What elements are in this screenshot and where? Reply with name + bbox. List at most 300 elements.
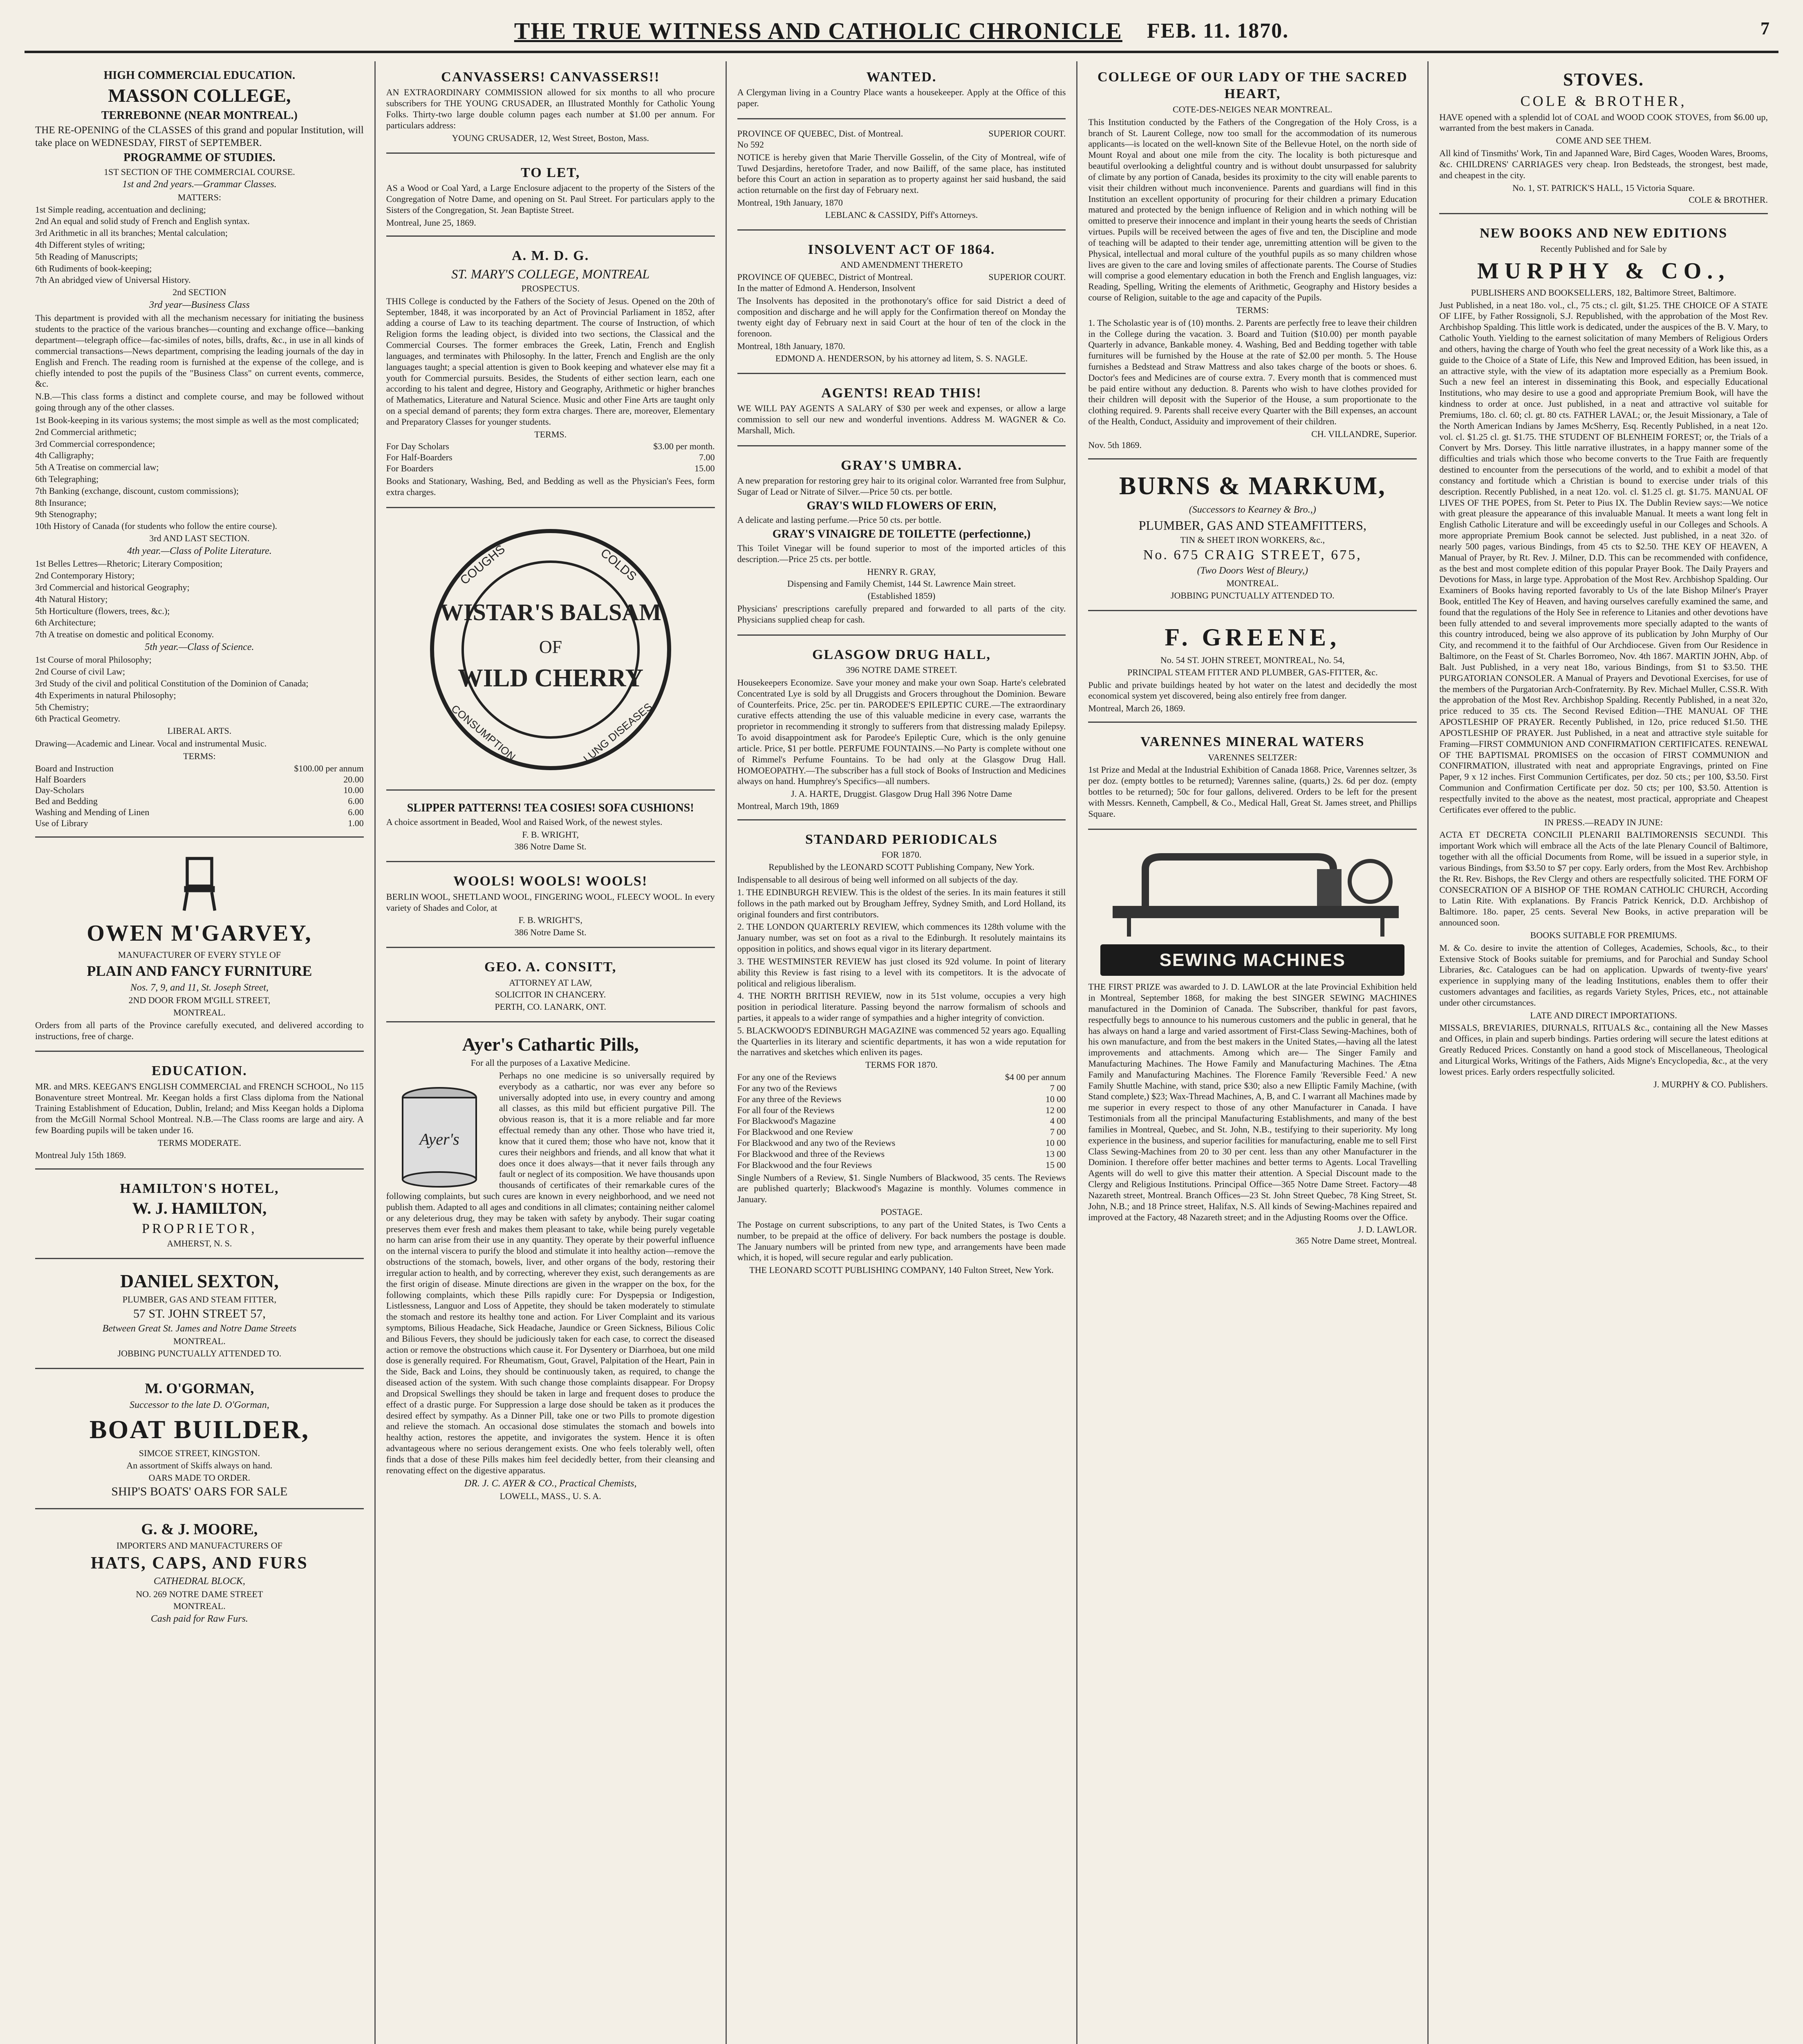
price-amount: $4 00 per annum [1005, 1072, 1066, 1083]
fee-amount: 15.00 [694, 463, 715, 474]
price-row [737, 1127, 1066, 1138]
ad-list [35, 415, 364, 532]
fee-amount: 7.00 [699, 452, 715, 463]
masson-college-ad [35, 61, 364, 838]
price-amount: 4 00 [1050, 1116, 1066, 1126]
fee-item: Bed and Bedding [35, 796, 98, 807]
ad-date: Montreal, 19th January, 1870 [737, 197, 843, 208]
ad-signature: THE LEONARD SCOTT PUBLISHING COMPANY, 140 Fulton Street, New York. [749, 1265, 1054, 1275]
ad-kicker: HIGH COMMERCIAL EDUCATION. [103, 69, 296, 82]
ad-subheading: 1st and 2nd years.—Grammar Classes. [122, 179, 277, 190]
ad-name: COLE & BROTHER, [1520, 92, 1687, 109]
page-number: 7 [1760, 18, 1770, 38]
ad-note: Cash paid for Raw Furs. [150, 1614, 248, 1625]
ayer-pills-ad [386, 1026, 715, 1511]
balsam-seal-illustration [424, 523, 677, 776]
ad-subheading: Successor to the late D. O'Gorman, [130, 1399, 269, 1410]
ad-subheading: 5th year.—Class of Science. [145, 642, 254, 653]
glasgow-drug-hall-ad [737, 639, 1066, 820]
ad-signature: LEBLANC & CASSIDY, Piff's Attorneys. [825, 209, 978, 220]
ad-subheading: PROSPECTUS. [521, 283, 580, 294]
ad-address: 365 Notre Dame street, Montreal. [1295, 1235, 1417, 1246]
to-let-ad [386, 157, 715, 237]
ad-title: OWEN M'GARVEY, [87, 920, 312, 946]
list-item: 4. THE NORTH BRITISH REVIEW, now in its 51st volume, occupies a very high position in periodical literature. Passing beyond the narrow formalism of schools and parties, it appeals to a wider range of sympathies and a higher integrity of conviction. [737, 991, 1066, 1023]
ad-note: An assortment of Skiffs always on hand. [126, 1460, 273, 1470]
fee-amount: 6.00 [348, 796, 364, 807]
ad-name: M. O'GORMAN, [145, 1380, 254, 1396]
ad-subheading: AND AMENDMENT THERETO [840, 260, 963, 270]
case-matter: In the matter of Edmond A. Henderson, Insolvent [737, 282, 916, 293]
ad-address: NO. 269 NOTRE DAME STREET [136, 1589, 263, 1599]
ad-body: ACTA ET DECRETA CONCILII PLENARII BALTIMORENSIS SECUNDI. This important Work which will embrace all the Acts of the late Plenary Council of Baltimore, together with all the official Documents from Rome, will be issued in a superior style, in various Bindings, from $3.50 to $7 per copy. Early orders, from the Most Rev. Archbishop the Rt. Rev. Bishops, the Rev Clergy and others are respectfully solicited. THE FORM OF CONSECRATION OF A BISHOP OF THE ROMAN CATHOLIC CHURCH, According to Latin Rite. With explanations. By Francis Patrick Kenrick, D.D. Archbishop of Baltimore. 18o. paper, 25 cents. Several New Books, in active preparation will be announced soon. [1439, 829, 1768, 928]
price-item: For Blackwood and three of the Reviews [737, 1148, 885, 1159]
ad-subheading: MANUFACTURER OF EVERY STYLE OF [118, 950, 281, 960]
ad-title: MASSON COLLEGE, [108, 85, 291, 106]
grays-ad [737, 450, 1066, 636]
wistars-balsam-ad [386, 511, 715, 791]
ad-title: BOAT BUILDER, [89, 1414, 309, 1444]
price-item: For any two of the Reviews [737, 1083, 837, 1093]
ad-title: COLLEGE OF OUR LADY OF THE SACRED HEART, [1097, 69, 1408, 102]
ad-title: STOVES. [1563, 69, 1644, 90]
ad-note: OARS MADE TO ORDER. [148, 1472, 251, 1483]
seal-text-consumption: CONSUMPTION [449, 702, 518, 763]
fee-row [35, 807, 364, 818]
ad-body: Perhaps no one medicine is so universally required by everybody as a cathartic, nor was ever any before so universally adopted into use, in every country and among all classes, as this mild but efficient purgative Pill. The obvious reason is, that it is a more reliable and far more effectual remedy than any other. Those who have tried it, know that it cured them; those who have not, know that it cures their neighbors and friends, and all know that what it does once it does always—that it never fails through any fault or neglect of its composition. We have thousands upon thousands of certificates of their remarkable cures of the following complaints, but such cures are known in every neighborhood, and we need not publish them. Adapted to all ages and conditions in all climates; containing neither calomel or any deleterious drug, they may be taken with safety by anybody. Their sugar coating preserves them ever fresh and makes them pleasant to take, while being purely vegetable no harm can arise from their use in any quantity. They operate by their powerful influence on the internal viscera to purify the blood and stimulate it into healthy action—remove the obstructions of the stomach, bowels, liver, and other organs of the body, restoring their irregular action to health, and by correcting, wherever they exist, such derangements as are the first origin of disease. Minute directions are given in the wrapper on the box, for the following complaints, which these Pills rapidly cure: For Dyspepsia or Indigestion, Listlessness, Languor and Loss of Appetite, they should be taken moderately to stimulate the stomach and restore its healthy tone and action. For Liver Complaint and its various symptoms, Bilious Headache, Sick Headache, Jaundice or Green Sickness, Bilious Colic and Bilious Fevers, they should be judiciously taken for each case, to correct the diseased action or remove the obstructions which cause it. For Dysentery or Diarrhoea, but one mild dose is generally required. For Rheumatism, Gout, Gravel, Palpitation of the Heart, Pain in the Side, Back and Loins, they should be continuously taken, as required, to change the diseased action of the system. With such change those complaints disappear. For Dropsy and Dropsical Swellings they should be taken in large and frequent doses to produce the effect of a drastic purge. For Suppression a large dose should be taken as it produces the desired effect by sympathy. As a Dinner Pill, take one or two Pills to promote digestion and relieve the stomach. An occasional dose stimulates the stomach and bowels into healthy action, restores the appetite, and invigorates the system. Hence it is often advantageous where no serious derangement exists. One who feels tolerably well, often finds that a dose of these Pills makes him feel decidedly better, from their cleansing and renovating effect on the digestive apparatus. [386, 1070, 715, 1475]
ad-established: (Established 1859) [867, 591, 936, 601]
column-5 [1429, 61, 1778, 2044]
ad-body: N.B.—This class forms a distinct and complete course, and may be followed without going through any of the other classes. [35, 391, 364, 413]
price-amount: 15 00 [1045, 1159, 1066, 1170]
ad-title: CANVASSERS! CANVASSERS!! [441, 69, 660, 85]
ad-role: Dispensing and Family Chemist, 144 St. Lawrence Main street. [787, 578, 1016, 589]
ad-body: Books and Stationary, Washing, Bed, and Bedding as well as the Physician's Fees, form extra charges. [386, 475, 715, 497]
price-amount: 12 00 [1045, 1105, 1066, 1115]
standard-periodicals-ad [737, 824, 1066, 1284]
ad-body: WE WILL PAY AGENTS A SALARY of $30 per week and expenses, or allow a large commission to sell our new and wonderful inventions. Address M. WAGNER & Co. Marshall, Mich. [737, 403, 1066, 435]
ad-title: WOOLS! WOOLS! WOOLS! [453, 874, 648, 889]
fee-item: Half Boarders [35, 774, 86, 784]
ad-date: Montreal, June 25, 1869. [386, 217, 476, 228]
ad-title: DANIEL SEXTON, [120, 1271, 279, 1292]
ad-subheading: FOR 1870. [881, 849, 922, 860]
sewing-machines-ad [1088, 833, 1417, 1254]
ad-subheading: IN PRESS.—READY IN JUNE: [1544, 817, 1663, 827]
fee-item: Board and Instruction [35, 763, 114, 773]
price-amount: 7 00 [1050, 1083, 1066, 1093]
list-item: 1st Course of moral Philosophy; [35, 654, 152, 665]
list-item: 2. THE LONDON QUARTERLY REVIEW, which commences its 128th volume with the January number, was set on foot as a rival to the Edinburgh. It resolutely maintains its opposition in politics, and shows equal vigor in its literary department. [737, 921, 1066, 954]
ad-date: Montreal, March 19th, 1869 [737, 801, 839, 811]
list-item: 7th A treatise on domestic and political Economy. [35, 629, 214, 640]
ad-body: MR. and MRS. KEEGAN'S ENGLISH COMMERCIAL and FRENCH SCHOOL, No 115 Bonaventure street Montreal. Mr. Keegan holds a first Class diploma from the National Training Establishment of Education, Dublin, Ireland; and Miss Keegan holds a Diploma from the McGill Normal School Montreal. N.B.—The Class rooms are large and airy. A few Boarding pupils will be taken under 16. [35, 1081, 364, 1136]
price-amount: 10 00 [1045, 1138, 1066, 1148]
list-item: 6th Practical Geometry. [35, 713, 121, 724]
ad-city: LOWELL, MASS., U. S. A. [499, 1490, 601, 1501]
ad-heading: GRAY'S VINAIGRE DE TOILETTE (perfectionne,) [772, 527, 1031, 540]
ad-address: 396 NOTRE DAME STREET. [846, 665, 957, 675]
ad-body: THIS College is conducted by the Fathers of the Society of Jesus. Opened on the 20th of September, 1848, it was incorporated by an Act of Provincial Parliament in 1852, after adding a course of Law to its teaching department. The course of Instruction, of which Religion forms the leading object, is divided into two sections, the Classical and the Commercial Courses. The former embraces the Greek, Latin, French and English languages, and terminates with Philosophy. In the latter, French and English are the only languages taught; a special attention is given to Book keeping and whatever else may fit a youth for Commercial pursuits. Besides, the Students of either section learn, each one according to his talent and degree, History and Geography, Arithmetic or higher branches of Mathematics, Literature and Natural Science. Music and other Fine Arts are taught only on a special demand of parents; they form extra charges. There are, moreover, Elementary and Preparatory Classes for younger students. [386, 296, 715, 427]
ad-signature: COLE & BROTHER. [1689, 195, 1768, 205]
province: PROVINCE OF QUEBEC, Dist. of Montreal. [737, 128, 903, 139]
list-item: 6th Rudiments of book-keeping; [35, 263, 152, 273]
ad-date: Montreal, 18th January, 1870. [737, 341, 845, 352]
ad-city: MONTREAL. [1226, 578, 1279, 589]
price-item: For all four of the Reviews [737, 1105, 835, 1115]
price-row [737, 1083, 1066, 1094]
ad-title: GEO. A. CONSITT, [484, 959, 617, 975]
price-row [737, 1138, 1066, 1149]
ad-body: Physicians' prescriptions carefully prepared and forwarded to all parts of the city. Physicians supplied cheap for cash. [737, 603, 1066, 625]
seal-text-of: OF [539, 637, 562, 657]
column-1 [25, 61, 376, 2044]
price-row [737, 1149, 1066, 1160]
ad-subheading: TERMS. [534, 429, 567, 439]
fee-amount: 20.00 [343, 774, 364, 784]
list-item: 3rd Commercial correspondence; [35, 438, 155, 449]
ad-date: Montreal July 15th 1869. [35, 1150, 126, 1160]
list-item: 1st Book-keeping in its various systems; the most simple as well as the most complicated; [35, 415, 359, 425]
price-row [737, 1116, 1066, 1127]
ad-subheading: PRINCIPAL STEAM FITTER AND PLUMBER, GAS-FITTER, &c. [1127, 667, 1378, 677]
ad-body: 1st Prize and Medal at the Industrial Exhibition of Canada 1868. Price, Varennes seltzer, 3s per doz. (empty bottles to be returned); Varennes saline, (quarts,) 2s. 6d per doz. (empty bottles to be returned); 50c for four gallons, delivered. Orders to be left for the present with Messrs. Kenneth, Campbell, & Co., Medical Hall, Great St. James street, and Phillips Square. [1088, 764, 1417, 819]
ad-subheading: LATE AND DIRECT IMPORTATIONS. [1530, 1010, 1677, 1020]
fee-amount: $3.00 per month. [653, 441, 715, 452]
ad-name: F. B. WRIGHT'S, [518, 915, 582, 926]
ad-title: TO LET, [521, 165, 580, 180]
fee-table [386, 441, 715, 474]
fee-item: Washing and Mending of Linen [35, 807, 150, 818]
wools-ad [386, 865, 715, 948]
court-header [737, 272, 1066, 283]
fee-amount: 10.00 [343, 785, 364, 796]
ad-body: BERLIN WOOL, SHETLAND WOOL, FINGERING WOOL, FLEECY WOOL. In every variety of Shades and Color, at [386, 891, 715, 913]
ad-address: YOUNG CRUSADER, 12, West Street, Boston, Mass. [452, 132, 649, 143]
price-item: For Blackwood and one Review [737, 1127, 853, 1137]
price-item: For any three of the Reviews [737, 1094, 842, 1104]
greene-ad [1088, 614, 1417, 723]
ad-signature: DR. J. C. AYER & CO., Practical Chemists, [464, 1478, 637, 1489]
fee-row [35, 785, 364, 796]
seal-text-top: WISTAR'S BALSAM [439, 598, 661, 625]
court-name: SUPERIOR COURT. [988, 272, 1066, 282]
ad-subheading: 4th year.—Class of Polite Literature. [127, 545, 272, 556]
ad-address: CATHEDRAL BLOCK, [153, 1576, 245, 1587]
fee-item: For Day Scholars [386, 441, 449, 452]
list-item: 2nd Course of civil Law; [35, 666, 125, 677]
ad-body: Indispensable to all desirous of being well informed on all subjects of the day. [737, 874, 1018, 885]
fee-item: Use of Library [35, 818, 88, 828]
ad-list [35, 558, 364, 640]
ad-signature: J. MURPHY & CO. Publishers. [1653, 1079, 1768, 1089]
ad-subheading: IMPORTERS AND MANUFACTURERS OF [116, 1540, 282, 1551]
ad-title: WANTED. [866, 69, 937, 85]
ad-role: ATTORNEY AT LAW, [509, 977, 592, 988]
ad-address: No. 675 CRAIG STREET, 675, [1143, 547, 1362, 563]
ad-signature: EDMOND A. HENDERSON, by his attorney ad litem, S. S. NAGLE. [775, 353, 1028, 363]
fee-amount: $100.00 per annum [294, 763, 364, 773]
list-item: 4th Different styles of writing; [35, 239, 145, 250]
ad-city: MONTREAL. [173, 1007, 226, 1018]
list-item: 2nd An equal and solid study of French and English syntax. [35, 216, 250, 226]
ad-body: Public and private buildings heated by hot water on the latest and decidedly the most economical system yet discovered, being also entirely free from danger. [1088, 679, 1417, 701]
ad-subheading: LIBERAL ARTS. [167, 726, 232, 736]
ad-subheading: Republished by the LEONARD SCOTT Publishing Company, New York. [768, 862, 1035, 872]
ad-note: SHIP'S BOATS' OARS FOR SALE [111, 1485, 288, 1499]
ad-name: F. B. WRIGHT, [522, 829, 579, 840]
court-header [737, 128, 1066, 139]
list-item: 4th Calligraphy; [35, 450, 94, 461]
ad-title: NEW BOOKS AND NEW EDITIONS [1479, 226, 1728, 241]
ad-place: TERREBONNE (NEAR MONTREAL.) [101, 109, 298, 122]
list-item: 1st Simple reading, accentuation and declining; [35, 204, 206, 215]
ad-subheading: COME AND SEE THEM. [1556, 135, 1651, 146]
sewing-machine-illustration [1088, 845, 1423, 939]
ad-title: EDUCATION. [152, 1063, 247, 1079]
price-item: For Blackwood and any two of the Reviews [737, 1138, 896, 1148]
ad-body: A delicate and lasting perfume.—Price 50 cts. per bottle. [737, 514, 941, 525]
ad-subheading: 2nd SECTION [172, 287, 226, 298]
ad-title: GLASGOW DRUG HALL, [812, 647, 991, 662]
list-item: 5. BLACKWOOD'S EDINBURGH MAGAZINE was commenced 52 years ago. Equalling the Quarterlies in its literary and scientific departments, it has won a wide reputation for the narratives and sketches which enliven its pages. [737, 1025, 1066, 1058]
ad-role: SOLICITOR IN CHANCERY. [495, 989, 606, 1000]
ad-body: Housekeepers Economize. Save your money and make your own Soap. Harte's celebrated Concentrated Lye is sold by all Druggists and Grocers throughout the Dominion. Beware of Counterfeits. Price, 25c. per tin. PARODEE'S EPILEPTIC CURE.—The extraordinary curative effects attending the use of this valuable medicine in every case, warrants the proprietor in recommending it strongly to sufferers from that distressing malady Epilepsy. To avoid disappointment ask for Parodee's Epileptic Cure, which is the only genuine article. Price, $1 per bottle. PERFUME FOUNTAINS.—No Party is complete without one of Rimmel's Perfume Fountains. To be had only at the Glasgow Drug Hall. HOMOEOPATHY.—The subscriber has a full stock of Books of Instruction and Medicines always on hand. Humphrey's Specifics—all numbers. [737, 677, 1066, 787]
ad-body: All kind of Tinsmiths' Work, Tin and Japanned Ware, Bird Cages, Wooden Wares, Brooms, &c. CHILDRENS' CARRIAGES very cheap. Iron Bedsteads, the strongest, best made, and cheapest in the city. [1439, 148, 1768, 180]
ad-body: M. & Co. desire to invite the attention of Colleges, Academies, Schools, &c., to their Extensive Stock of Books suitable for premiums, and for Parochial and Sunday School Libraries, &c. Catalogues can be had on application. Upwards of twenty-five years' experience in supplying many of the leading Institutions, enables them to offer their customers advantages and facilities, as regards Variety Styles, Prices, etc., not attainable under other circumstances. [1439, 942, 1768, 1008]
price-amount: 13 00 [1045, 1148, 1066, 1159]
seal-text-lung: LUNG DISEASES [581, 700, 654, 765]
ad-address: No. 1, ST. PATRICK'S HALL, 15 Victoria Square. [1512, 182, 1695, 193]
ad-body: HAVE opened with a splendid lot of COAL and WOOD COOK STOVES, from $6.00 up, warranted from the best makers in Canada. [1439, 112, 1768, 133]
fee-row [386, 463, 715, 474]
ad-address: Nos. 7, 9, and 11, St. Joseph Street, [130, 982, 269, 993]
column-4 [1077, 61, 1429, 2044]
ad-subheading: PLUMBER, GAS AND STEAM FITTER, [122, 1294, 277, 1305]
ad-body: Drawing—Academic and Linear. Vocal and instrumental Music. [35, 738, 267, 749]
ad-subheading: (Successors to Kearney & Bro.,) [1189, 504, 1316, 515]
ad-name: W. J. HAMILTON, [132, 1199, 267, 1218]
ad-body: THE FIRST PRIZE was awarded to J. D. LAWLOR at the late Provincial Exhibition held in Montreal, September 1868, for making the best SINGER SEWING MACHINES manufactured in the Dominion of Canada. The Subscriber, thankful for past favors, respectfully begs to announce to his numerous customers and the public in general, that he has always on hand a large and varied assortment of First-Class Sewing-Machines, both of his own manufacture, and from the best makers in the United States,—having all the latest improvements and attachments. Among which are— The Singer Family and Manufacturing Machines. The Howe Family and Manufacturing Machines. The Ætna Family and Manufacturing Machines. The Florence Family 'Reversible Feed.' A new Family Shuttle Machine, with stand, price $30; also a new Elliptic Family Machine, (with Stand complete,) $23; Wax-Thread Machines, A, B, and C. I warrant all Machines made by me superior in every respect to those of any other Manufacturer in Canada. I have Testimonials from all the principal Manufacturing Establishments, and many of the best families in Montreal, Quebec, and St. John, N.B., testifying to their superiority. My long experience in the business, and superior facilities for manufacturing, enable me to sell First Class Sewing-Machines from 20 to 30 per cent. less than any other Manufacturer in the Dominion. I therefore offer better machines and better terms to Agents. Local Travelling Agents will do well to give this matter their attention. A Special Discount made to the Clergy and Religious Institutions. Principal Office—365 Notre Dame Street. Factory—48 Nazareth street, Montreal. Branch Offices—23 St. John Street Quebec, 78 King Street, St. John, N.B.; and 18 Prince street, Halifax, N.S. All kinds of Sewing-Machines repaired and improved at the Factory, 48 Nazareth street; and in the Adjusting Rooms over the Office. [1088, 982, 1417, 1222]
ad-subheading: 3rd AND LAST SECTION. [149, 533, 250, 544]
agents-ad [737, 377, 1066, 446]
ad-name: HENRY R. GRAY, [867, 566, 936, 577]
sacred-heart-college-ad [1088, 61, 1417, 459]
list-item: 3rd Study of the civil and political Constitution of the Dominion of Canada; [35, 678, 309, 688]
ad-title: VARENNES MINERAL WATERS [1140, 734, 1365, 750]
ad-signature: J. D. LAWLOR. [1357, 1224, 1417, 1235]
masthead [25, 16, 1778, 53]
list-item: 7th Banking (exchange, discount, custom commissions); [35, 485, 239, 496]
fee-row [35, 796, 364, 807]
wanted-ad [737, 61, 1066, 119]
ad-body: This Toilet Vinegar will be found superior to most of the imported articles of this description.—Price 25 cts. per bottle. [737, 542, 1066, 564]
sewing-banner: SEWING MACHINES [1100, 944, 1404, 976]
ad-list [35, 204, 364, 286]
ad-heading: PLUMBER, GAS AND STEAMFITTERS, [1138, 518, 1366, 533]
ad-subheading: TERMS: [1236, 305, 1269, 315]
ad-body: This department is provided with all the mechanism necessary for initiating the business students to the practice of the various branches—counting and exchange office—banking department—telegraph office—fac-similes of notes, bills, drafts, &c., in use in all kinds of commercial transactions—News department, comprising the leading journals of the day in English and French. The reading room is furnished at the expense of the college, and is chiefly intended to post the pupils of the "Business Class" on current events, commerce, &c. [35, 313, 364, 389]
ad-body: NOTICE is hereby given that Marie Therville Gosselin, of the City of Montreal, wife of Tuwd Desjardins, heretofore Trader, and now Bailiff, of the same place, has instituted before this Court an action in separation as to property against her said husband, the said action returnable on the first day of February next. [737, 152, 1066, 195]
ad-address: Between Great St. James and Notre Dame Streets [102, 1323, 297, 1334]
slipper-patterns-ad [386, 794, 715, 863]
ad-subheading: 1ST SECTION OF THE COMMERCIAL COURSE. [104, 166, 295, 177]
ad-address: 386 Notre Dame St. [514, 841, 587, 852]
list-item: 3. THE WESTMINSTER REVIEW has just closed its 92d volume. In point of literary ability this Review is fast rising to a level with its competitors. It is the advocate of political and religious liberalism. [737, 956, 1066, 988]
hamilton-hotel-ad [35, 1173, 364, 1260]
ad-subheading: VARENNES SELTZER: [1208, 752, 1297, 762]
stoves-ad [1439, 61, 1768, 214]
fee-amount: 1.00 [348, 818, 364, 828]
ad-title: F. GREENE, [1165, 623, 1341, 651]
ad-subheading: POSTAGE. [880, 1207, 923, 1217]
ad-title: BURNS & MARKUM, [1119, 472, 1386, 500]
list-item: 3rd Arithmetic in all its branches; Mental calculation; [35, 228, 228, 238]
ad-heading: GRAY'S WILD FLOWERS OF ERIN, [806, 499, 997, 512]
column-3 [727, 61, 1078, 2044]
price-amount: 10 00 [1045, 1094, 1066, 1104]
list-item: 6th Architecture; [35, 617, 96, 628]
daniel-sexton-ad [35, 1262, 364, 1369]
ad-subheading: Recently Published and for Sale by [1540, 243, 1667, 254]
fee-row [386, 452, 715, 463]
list-item: 5th Reading of Manuscripts; [35, 251, 138, 262]
fee-item: For Half-Boarders [386, 452, 452, 463]
ad-subheading: COTE-DES-NEIGES NEAR MONTREAL. [1173, 104, 1333, 114]
list-item: 4th Experiments in natural Philosophy; [35, 690, 176, 700]
education-ad [35, 1055, 364, 1169]
ad-city: PERTH, CO. LANARK, ONT. [495, 1002, 607, 1012]
ad-address: 386 Notre Dame St. [514, 927, 587, 938]
ogorman-ad [35, 1372, 364, 1509]
ad-address: 2ND DOOR FROM M'GILL STREET, [128, 995, 271, 1006]
seal-text-bottom: WILD CHERRY [457, 664, 643, 692]
ad-address: No. 54 ST. JOHN STREET, MONTREAL, No. 54, [1160, 654, 1345, 665]
ad-body: MISSALS, BREVIARIES, DIURNALS, RITUALS &c., containing all the New Masses and Offices, in plain and superb bindings. Parties ordering will secure the latest editions at Greatly Reduced Prices. Constantly on hand a good stock of Miscellaneous, Theological and Liturgical Works, Writings of the Fathers, Aids Migne's Encyclopedia, &c., at the very lowest prices. Early orders respectfully solicited. [1439, 1022, 1768, 1077]
issue-date: FEB. 11. 1870. [1147, 19, 1289, 43]
list-item: 2nd Contemporary History; [35, 570, 135, 581]
ad-title: AGENTS! READ THIS! [821, 385, 982, 401]
ad-subheading: MATTERS: [177, 192, 222, 202]
list-item: 3rd Commercial and historical Geography; [35, 582, 190, 592]
list-item: 6th Telegraphing; [35, 473, 99, 484]
ad-title: STANDARD PERIODICALS [805, 831, 998, 847]
list-item: 8th Insurance; [35, 497, 87, 508]
ad-subheading: TERMS FOR 1870. [865, 1060, 938, 1070]
list-item: 1. THE EDINBURGH REVIEW. This is the oldest of the series. In its main features it still follows in the path marked out by Brougham Jeffrey, Sydney Smith, and Lord Holland, its original founders and first contributors. [737, 887, 1066, 919]
price-item: For Blackwood and the four Reviews [737, 1159, 872, 1170]
price-row [737, 1160, 1066, 1171]
column-2 [376, 61, 727, 2044]
ad-title: G. & J. MOORE, [141, 1520, 258, 1538]
seal-text-coughs: COUGHS [457, 542, 508, 587]
fee-row [35, 818, 364, 829]
list-item: 10th History of Canada (for students who follow the entire course). [35, 521, 278, 531]
fee-amount: 6.00 [348, 807, 364, 818]
fee-item: For Boarders [386, 463, 434, 474]
ad-kicker: A. M. D. G. [512, 248, 589, 264]
ad-body: Just Published, in a neat 18o. vol., cl., 75 cts.; cl. gilt, $1.25. THE CHOICE OF A STATE OF LIFE, by Father Rossignoli, S.J. Republished, with the approbation of the Most Rev. Archbishop Spalding. This little work is dedicated, under the auspices of the B. V. Mary, to Catholic Youth. Yielding to the earnest solicitation of many Members of Religious Orders and others, having the charge of Youth who feel the great necessity of a Work like this, as a guide to the Choice of a State of Life, this New and Improved Edition, has been issued, in an attractive style, with the view of its adaptation more especially as a Premium Book. Such a new feel an interest in disseminating this Book, and especially Educational Institutions, who may desire to use a good and appropriate Premium Book, will have the kindness to order at once. Just published, in a neat and attractive vol suitable for Premiums, 18o. cl. 60; cl. gt. 80 cts. FATHER LAVAL; or, the Jesuit Missionary, a Tale of the North American Indians by James McSherry, Esq. Recently Published, in a neat 12o. vol. cl. $1.25 cl. gt. $1.75. THE STUDENT OF BLENHEIM FOREST; or, the Trials of a Convert by Mrs. Dorsey. This little narrative illustrates, in a happy manner some of the difficulties and trials which those who become converts to the True Faith are frequently destined to encounter from the persecutions of the world, and to exhibit a model of that constancy and fortitude which a Christian is bound to exercise under trials of this description. Recently Published, in a neat 12o. vol. cl. $1.25 cl. gt. $1.75. MANUAL OF LIVES OF THE POPES, from St. Peter to Pius IX. The Dublin Review says:—We notice with great pleasure the appearance of this invaluable Manual. It meets a want long felt in English Catholic Literature and will be exceedingly useful in our Colleges and Schools. A more appropriate Premium Book cannot be selected. Just published, in a neat 32o. of nearly 500 pages, various Bindings, from 45 cts to $2.50. THE KEY OF HEAVEN, A Manual of Prayer, by Rt. Rev. J. Milner, D.D. This can be recommended with confidence, as the best and most complete edition of this popular Prayer Book. The Daily Prayers and Devotions for Mass, in large type. Approbation of the Most Rev. Archbishop Spalding. Our Examiners of Books having reported favorably to Us of the late Bishop Milner's Prayer Book, entitled The Key of Heaven, and having ourselves carefully examined the same, and found that the regulations of the Holy See in reference to Litanies and other devotions have been fully attended to and several improvements more specially adapted to the wants of this country introduced, being we also approve of its publication by John Murphy of Our City, and recommend it to the faithful of Our Archdiocese. Given from Our Residence in Baltimore, on the Feast of St. Charles Borromeo, Nov. 4th 1867. MARTIN JOHN, Abp. of Balt. Just Published, in a very neat 18o, various Bindings, from $1 to $3.50. THE PURGATORIAN CONSOLER. A Manual of Prayers and Devotional Exercises, for use of the members of the Purgatorian Arch-Confraternity. By Rev. Michael Muller, C.SS.R. With the approbation of the Most Rev. Archbishop Spalding. Recently Published, in a neat 32o, price reduced to 35 cts. The Second Revised Edition—THE MANUAL OF THE APOSTLESHIP OF PRAYER. Recently Published, in 12o, price reduced $1.50. THE APOSTLESHIP OF PRAYER. Just Published, in a neat and attractive style suitable for Framing—FIRST COMMUNION AND CONFIRMATION CERTIFICATES. RENEWAL OF THE BAPTISMAL PROMISES on the occasion of FIRST COMMUNION and CONFIRMATION, illustrated with neat and appropriate Engravings, printed on Fine Paper, 9 x 12 inches. First Communion Certificates, per doz. 50 cts.; per 100, $3.50. First Communion and Confirmation Certificate per doz. 50 cts; per 100, $3.50. Attention is respectfully invited to the above as the neatest, most practical, appropriate and Cheapest Certificates ever offered to the public. [1439, 300, 1768, 815]
ad-body: This Institution conducted by the Fathers of the Congregation of the Holy Cross, is a branch of St. Laurent College, now too small for the accommodation of its numerous applicants—is located on the well-known Site of the Bellevue Hotel, on the north side of Mount Royal and about one mile from the city. The locality is both picturesque and beautiful overlooking a delightful country and is without doubt unsurpassed for salubrity of climate by any portion of Canada, besides its proximity to the city will enable parents to visit their children without much inconvenience. Parents and guardians will find in this Institution an excellent opportunity of procuring for their children a primary Education matured and protected by the benign influence of Religion and in which nothing will be omitted to preserve their innocence and implant in their young hearts the seeds of Christian virtues. Pupils will be received between the ages of five and ten, the Discipline and mode of teaching will be adapted to their tender age, unremitting attention will be given to the Physical, intellectual and moral culture of the youthful pupils as so many children whose lives are given to the care and loving smiles of affectionate parents. The Course of Studies will comprise a good elementary education in both the French and English languages, viz: Reading, Spelling, Writing the elements of Arithmetic, Geography and History besides a course of Religion, suitable to the age and capacity of the Pupils. [1088, 117, 1417, 303]
ad-body: Orders from all parts of the Province carefully executed, and delivered according to instructions, free of charge. [35, 1020, 364, 1041]
case-number: No 592 [737, 139, 764, 150]
ad-heading: PROGRAMME OF STUDIES. [123, 151, 275, 164]
ad-body: A choice assortment in Beaded, Wool and Raised Work, of the newest styles. [386, 816, 663, 827]
ad-title: HAMILTON'S HOTEL, [120, 1181, 279, 1196]
insolvent-act-ad [737, 234, 1066, 374]
ad-note: JOBBING PUNCTUALLY ATTENDED TO. [1170, 590, 1335, 601]
fee-item: Day-Scholars [35, 785, 84, 796]
ad-city: AMHERST, N. S. [167, 1238, 232, 1249]
pill-jar-illustration [386, 1073, 493, 1188]
ad-subheading: TERMS MODERATE. [157, 1137, 241, 1148]
price-row [737, 1105, 1066, 1116]
ad-body: A new preparation for restoring grey hair to its original color. Warranted free from Sulphur, Sugar of Lead or Nitrate of Silver.—Price 50 cts. per bottle. [737, 475, 1066, 497]
ad-address: (Two Doors West of Bleury,) [1197, 565, 1308, 576]
consitt-ad [386, 951, 715, 1022]
ad-title: Ayer's Cathartic Pills, [462, 1034, 639, 1055]
ad-address: 57 ST. JOHN STREET 57, [133, 1307, 266, 1321]
ad-body: Single Numbers of a Review, $1. Single Numbers of Blackwood, 35 cents. The Reviews are published quarterly; Blackwood's Magazine is monthly. Volumes commence in January. [737, 1172, 1066, 1205]
ad-subheading: For all the purposes of a Laxative Medicine. [470, 1058, 630, 1068]
publisher-name: MURPHY & CO., [1477, 258, 1730, 284]
ad-body: THE RE-OPENING of the CLASSES of this grand and popular Institution, will take place on WEDNESDAY, FIRST of SEPTEMBER. [35, 125, 364, 148]
ad-body: The Insolvents has deposited in the prothonotary's office for said District a deed of composition and discharge and he will apply for the Confirmation thereof on Monday the twenty eight day of February next in said Court at the hour of ten of the clock in the forenoon. [737, 295, 1066, 339]
court-name: SUPERIOR COURT. [988, 128, 1066, 139]
list-item: 2nd Commercial arithmetic; [35, 426, 137, 437]
ad-address: SIMCOE STREET, KINGSTON. [139, 1448, 260, 1458]
ad-title: INSOLVENT ACT OF 1864. [808, 242, 995, 257]
ad-signature: J. A. HARTE, Druggist. Glasgow Drug Hall 396 Notre Dame [791, 789, 1012, 799]
list-item: 5th Horticulture (flowers, trees, &c.); [35, 605, 170, 616]
fee-row [35, 763, 364, 774]
ad-date: Nov. 5th 1869. [1088, 439, 1142, 450]
list-item: 1st Belles Lettres—Rhetoric; Literary Composition; [35, 558, 223, 569]
ad-title: SLIPPER PATTERNS! TEA COSIES! SOFA CUSHIONS! [407, 801, 694, 814]
ad-title: GRAY'S UMBRA. [841, 457, 962, 473]
price-table [737, 1072, 1066, 1170]
varennes-ad [1088, 726, 1417, 829]
court-notice-ad [737, 123, 1066, 231]
ad-body: The Postage on current subscriptions, to any part of the United States, is Two Cents a number, to be prepaid at the office of delivery. For back numbers the postage is double. The January numbers will be printed from new type, and arrangements have been made which, it is hoped, will secure regular and early publication. [737, 1219, 1066, 1263]
list-item: 7th An abridged view of Universal History. [35, 275, 191, 285]
chair-icon [169, 852, 230, 914]
province: PROVINCE OF QUEBEC, District of Montreal. [737, 272, 913, 282]
list-item: 9th Stenography; [35, 509, 97, 520]
moore-ad [35, 1513, 364, 1634]
price-item: For Blackwood's Magazine [737, 1116, 836, 1126]
ad-city: MONTREAL. [173, 1336, 226, 1346]
ad-note: JOBBING PUNCTUALLY ATTENDED TO. [117, 1348, 282, 1358]
ad-subheading: 3rd year—Business Class [149, 300, 250, 311]
seal-text-colds: COLDS [598, 546, 639, 584]
ad-signature: CH. VILLANDRE, Superior. [1311, 428, 1417, 439]
price-item: For any one of the Reviews [737, 1072, 837, 1083]
ad-date: Montreal, March 26, 1869. [1088, 703, 1185, 714]
ad-city: MONTREAL. [173, 1601, 226, 1611]
list-item: 5th A Treatise on commercial law; [35, 462, 159, 473]
murphy-books-ad [1439, 217, 1768, 1097]
ad-list [35, 654, 364, 724]
burns-markum-ad [1088, 463, 1417, 611]
ad-heading: HATS, CAPS, AND FURS [91, 1554, 308, 1573]
fee-row [386, 441, 715, 452]
price-amount: 7 00 [1050, 1127, 1066, 1137]
ad-subheading: TERMS: [183, 751, 216, 761]
ad-role: PROPRIETOR, [142, 1221, 257, 1236]
fee-row [35, 774, 364, 785]
owen-mgarvey-ad [35, 841, 364, 1052]
